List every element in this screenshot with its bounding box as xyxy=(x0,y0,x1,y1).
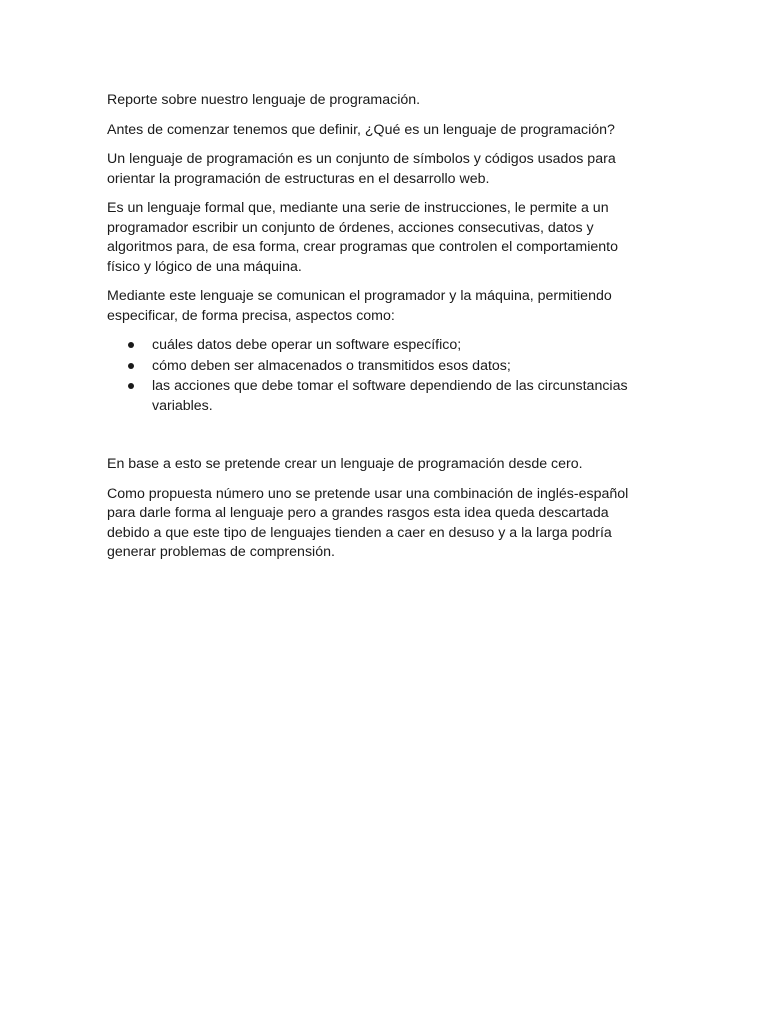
text-line: Un lenguaje de programación es un conjunto de símbolos y códigos usados para xyxy=(107,151,616,167)
text-line: programador escribir un conjunto de órdenes, acciones consecutivas, datos y xyxy=(107,219,594,236)
text-line: Como propuesta número uno se pretende usar una combinación de inglés-español xyxy=(107,485,629,502)
document-body xyxy=(107,91,667,573)
list-item xyxy=(107,357,667,377)
text-line: algoritmos para, de esa forma, crear programas que controlen el comportamiento xyxy=(107,239,618,255)
text-line: Es un lenguaje formal que, mediante una serie de instrucciones, le permite a un xyxy=(107,200,609,216)
text-line: Antes de comenzar tenemos que definir, ¿Qué es un lenguaje de programación? xyxy=(107,121,615,138)
paragraph-proposal xyxy=(107,485,667,563)
bullet-icon xyxy=(128,342,134,348)
list-item xyxy=(107,336,667,356)
list-item xyxy=(107,377,667,416)
paragraph-question xyxy=(107,121,667,141)
paragraph-definition xyxy=(107,150,667,189)
text-line: las acciones que debe tomar el software dependiendo de las circunstancias xyxy=(152,378,628,394)
bullet-icon xyxy=(128,363,134,369)
text-line: variables. xyxy=(152,397,213,414)
text-line: especificar, de forma precisa, aspectos como: xyxy=(107,307,395,324)
text-line: En base a esto se pretende crear un lenguaje de programación desde cero. xyxy=(107,456,583,472)
bullet-list xyxy=(107,336,667,416)
text-line: Reporte sobre nuestro lenguaje de programación. xyxy=(107,92,421,108)
text-line: orientar la programación de estructuras en el desarrollo web. xyxy=(107,170,490,187)
text-line: Mediante este lenguaje se comunican el programador y la máquina, permitiendo xyxy=(107,288,612,304)
text-line: cuáles datos debe operar un software específico; xyxy=(152,337,462,353)
paragraph-title xyxy=(107,91,667,111)
paragraph-communication xyxy=(107,287,667,326)
spacer xyxy=(107,417,667,455)
paragraph-formal-language xyxy=(107,199,667,277)
text-line: debido a que este tipo de lenguajes tienden a caer en desuso y a la larga podría xyxy=(107,524,612,541)
text-line: físico y lógico de una máquina. xyxy=(107,258,302,275)
text-line: generar problemas de comprensión. xyxy=(107,544,335,560)
text-line: para darle forma al lenguaje pero a grandes rasgos esta idea queda descartada xyxy=(107,505,609,521)
text-line: cómo deben ser almacenados o transmitidos esos datos; xyxy=(152,357,511,374)
paragraph-purpose xyxy=(107,455,667,475)
bullet-icon xyxy=(128,383,134,389)
